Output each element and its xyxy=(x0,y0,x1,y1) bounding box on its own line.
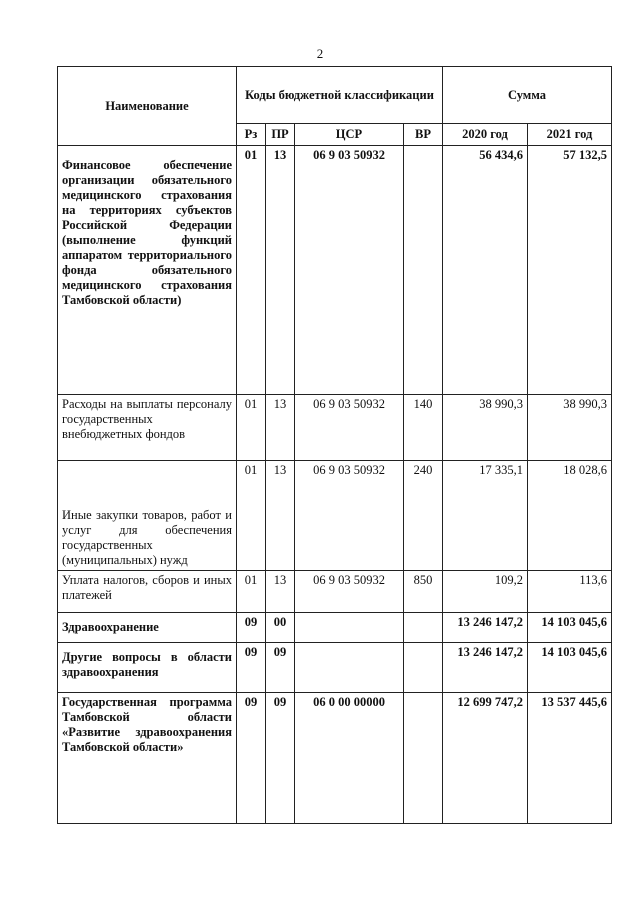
row-vr xyxy=(404,146,443,395)
row-pr: 13 xyxy=(266,146,295,395)
row-sum-2020: 56 434,6 xyxy=(443,146,528,395)
row-csr: 06 9 03 50932 xyxy=(295,146,404,395)
row-rz: 01 xyxy=(237,571,266,613)
row-name: Государственная программа Тамбовской области «Развитие здравоохранения Тамбовской области» xyxy=(58,693,237,824)
row-csr: 06 9 03 50932 xyxy=(295,571,404,613)
row-rz: 01 xyxy=(237,461,266,571)
row-sum-2021: 57 132,5 xyxy=(528,146,612,395)
row-sum-2021: 18 028,6 xyxy=(528,461,612,571)
row-vr xyxy=(404,643,443,693)
row-csr: 06 9 03 50932 xyxy=(295,395,404,461)
table-row xyxy=(58,613,612,643)
row-name: Другие вопросы в области здравоохранения xyxy=(58,643,237,693)
row-name: Уплата налогов, сборов и иных платежей xyxy=(58,571,237,613)
row-rz: 09 xyxy=(237,693,266,824)
row-name: Финансовое обеспечение организации обязательного медицинского страхования на территориях субъектов Российской Федерации (выполнение функций аппаратом территориального фонда обязательного медицинского страхования Тамбовской области) xyxy=(58,146,237,395)
row-csr: 06 9 03 50932 xyxy=(295,461,404,571)
row-sum-2021: 38 990,3 xyxy=(528,395,612,461)
row-vr: 140 xyxy=(404,395,443,461)
header-year-2020: 2020 год xyxy=(443,124,528,146)
header-year-2021: 2021 год xyxy=(528,124,612,146)
row-sum-2020: 13 246 147,2 xyxy=(443,613,528,643)
row-sum-2021: 14 103 045,6 xyxy=(528,643,612,693)
row-sum-2020: 13 246 147,2 xyxy=(443,643,528,693)
page-number: 2 xyxy=(316,46,324,61)
row-pr: 00 xyxy=(266,613,295,643)
row-rz: 01 xyxy=(237,146,266,395)
row-csr xyxy=(295,613,404,643)
row-sum-2021: 14 103 045,6 xyxy=(528,613,612,643)
table-row xyxy=(58,461,612,571)
row-pr: 09 xyxy=(266,643,295,693)
row-pr: 13 xyxy=(266,461,295,571)
table-row xyxy=(58,693,612,824)
row-vr: 850 xyxy=(404,571,443,613)
row-name: Расходы на выплаты персоналу государственных внебюджетных фондов xyxy=(58,395,237,461)
row-csr xyxy=(295,643,404,693)
row-vr: 240 xyxy=(404,461,443,571)
table-row xyxy=(58,643,612,693)
table-row xyxy=(58,571,612,613)
header-sum: Сумма xyxy=(443,67,612,124)
row-sum-2020: 12 699 747,2 xyxy=(443,693,528,824)
header-rz: Рз xyxy=(237,124,266,146)
budget-table xyxy=(57,66,612,824)
row-sum-2020: 109,2 xyxy=(443,571,528,613)
header-vr: ВР xyxy=(404,124,443,146)
header-pr: ПР xyxy=(266,124,295,146)
row-name: Иные закупки товаров, работ и услуг для обеспечения государственных (муниципальных) нужд xyxy=(58,461,237,571)
header-codes: Коды бюджетной классификации xyxy=(237,67,443,124)
row-name: Здравоохранение xyxy=(58,613,237,643)
row-rz: 09 xyxy=(237,643,266,693)
row-pr: 13 xyxy=(266,571,295,613)
row-rz: 01 xyxy=(237,395,266,461)
row-csr: 06 0 00 00000 xyxy=(295,693,404,824)
table-row xyxy=(58,395,612,461)
table-row xyxy=(58,146,612,395)
row-rz: 09 xyxy=(237,613,266,643)
row-vr xyxy=(404,693,443,824)
row-sum-2021: 113,6 xyxy=(528,571,612,613)
header-csr: ЦСР xyxy=(295,124,404,146)
row-sum-2020: 38 990,3 xyxy=(443,395,528,461)
row-sum-2021: 13 537 445,6 xyxy=(528,693,612,824)
row-sum-2020: 17 335,1 xyxy=(443,461,528,571)
row-pr: 09 xyxy=(266,693,295,824)
row-pr: 13 xyxy=(266,395,295,461)
header-name: Наименование xyxy=(58,67,237,146)
row-vr xyxy=(404,613,443,643)
